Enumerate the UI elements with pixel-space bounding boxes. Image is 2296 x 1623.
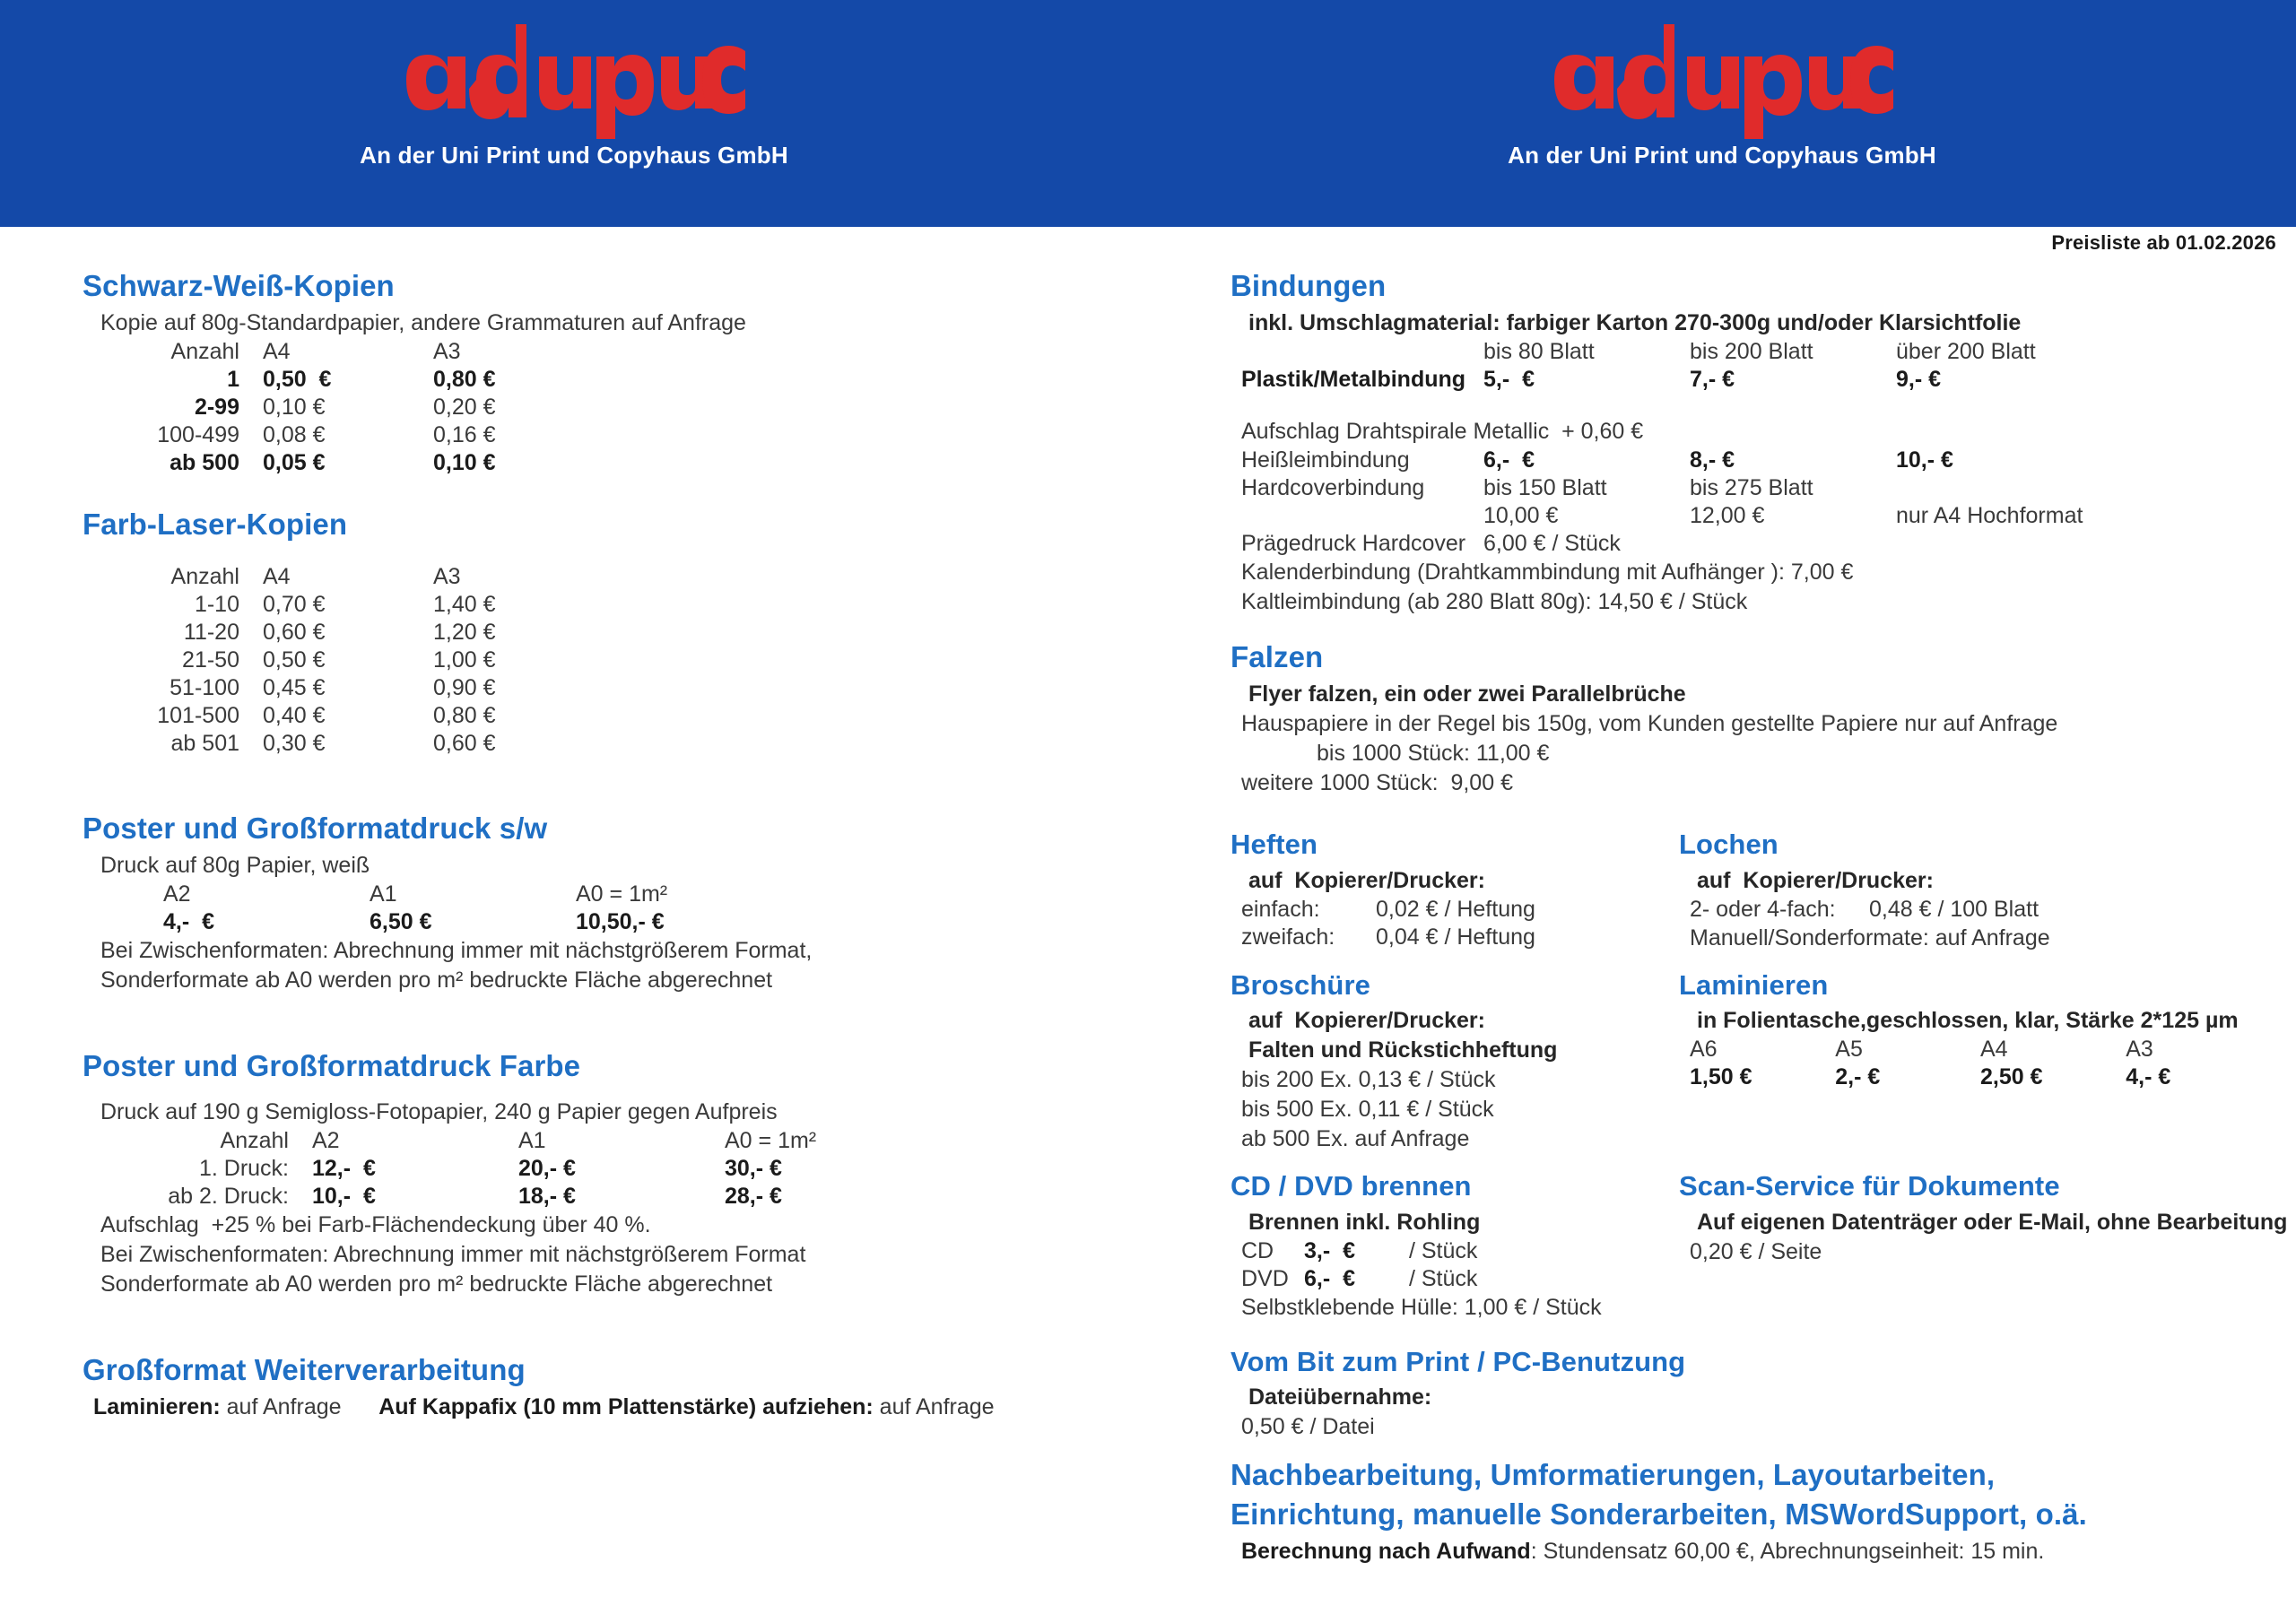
section-farb-laser-kopien [83, 508, 1186, 758]
price-list-date: Preisliste ab 01.02.2026 [2051, 231, 2276, 254]
cell-a2-price: 4,- € [163, 908, 214, 934]
bindungen-note: inkl. Umschlagmaterial: farbiger Karton 270-300g und/oder Klarsichtfolie [1248, 309, 2022, 335]
cell-a3: 0,10 € [433, 449, 496, 475]
pair-broschuere-laminieren [1231, 969, 2289, 1155]
section-title: Scan-Service für Dokumente [1679, 1170, 2060, 1202]
cell-anzahl: 51-100 [170, 674, 239, 700]
table-row [1241, 447, 2129, 474]
table-row [1241, 1265, 1477, 1293]
adupuc-logo-icon [399, 24, 749, 141]
falzen-sub: Flyer falzen, ein oder zwei Parallelbrüche [1248, 681, 1686, 707]
cell-a5-price: 2,- € [1835, 1064, 1881, 1090]
col-header-a6: A6 [1690, 1037, 1718, 1063]
section-poster-grossformatdruck-farbe [83, 1049, 1186, 1299]
col-header-a5: A5 [1835, 1037, 1863, 1063]
cell-hardcover-p2: 12,00 € [1690, 502, 1765, 528]
logo-left [399, 20, 749, 145]
cell-a4: 0,08 € [263, 421, 326, 447]
table-header-row [1241, 338, 2129, 366]
section-broschuere [1231, 969, 1679, 1155]
heften-table [1241, 896, 1535, 951]
kappafix-label: Auf Kappafix (10 mm Plattenstärke) aufziehen: [378, 1393, 874, 1419]
sw-price-table [83, 338, 639, 477]
table-header-row [100, 1127, 931, 1155]
col-header-a0: A0 = 1m² [725, 1127, 817, 1153]
cell-anzahl: 101-500 [157, 702, 239, 728]
bindungen-table [1241, 338, 2129, 394]
section-scan-service [1679, 1170, 2288, 1323]
nachbearbeitung-note [1231, 1537, 2289, 1567]
table-row [83, 394, 639, 421]
cell-zweifach-value: 0,04 € / Heftung [1376, 924, 1535, 950]
cell-anzahl: 11-20 [183, 619, 239, 645]
col-header-a4: A4 [263, 563, 291, 589]
cell-lochen-label: 2- oder 4-fach: [1690, 896, 1836, 922]
cell-dvd-price: 6,- € [1304, 1265, 1355, 1291]
section-title: Falzen [1231, 639, 1324, 673]
section-bindungen [1231, 269, 2289, 617]
cell-plastik-label: Plastik/Metalbindung [1241, 366, 1466, 392]
cell-a4: 0,45 € [263, 674, 326, 700]
cell-cd-label: CD [1241, 1237, 1274, 1263]
section-nachbearbeitung [1231, 1458, 2289, 1567]
table-row [83, 591, 639, 619]
cell-heissleim-p1: 6,- € [1483, 447, 1535, 473]
col-header-bis-80: bis 80 Blatt [1483, 338, 1595, 364]
cell-a4: 0,10 € [263, 394, 326, 420]
section-grossformat-weiterverarbeitung [83, 1353, 1186, 1422]
table-row [1241, 896, 1535, 924]
cell-a1-price: 6,50 € [370, 908, 432, 934]
cell-a3: 0,20 € [433, 394, 496, 420]
cell-a6-price: 1,50 € [1690, 1064, 1752, 1090]
cddvd-huelle: Selbstklebende Hülle: 1,00 € / Stück [1241, 1294, 1602, 1320]
cell-a2-price: 12,- € [312, 1155, 376, 1181]
adupuc-logo-icon [1547, 24, 1897, 141]
table-row [83, 619, 639, 647]
right-column [1231, 269, 2289, 1567]
cell-a4: 0,70 € [263, 591, 326, 617]
banner-half-left [0, 0, 1148, 227]
poster-color-footnote-1: Aufschlag +25 % bei Farb-Flächendeckung über 40 %. [100, 1211, 651, 1237]
cell-zweifach-label: zweifach: [1241, 924, 1335, 950]
table-row [100, 1155, 931, 1183]
cell-plastik-p1: 5,- € [1483, 366, 1535, 392]
section-laminieren [1679, 969, 2271, 1155]
lochen-table [1690, 896, 2039, 924]
col-header-a4: A4 [263, 338, 291, 364]
pair-cddvd-scan [1231, 1170, 2289, 1323]
cell-a1-price: 20,- € [518, 1155, 576, 1181]
section-title-line-1: Nachbearbeitung, Umformatierungen, Layoutarbeiten, [1231, 1458, 1996, 1492]
banner-half-right [1148, 0, 2296, 227]
col-header-bis-200: bis 200 Blatt [1690, 338, 1813, 364]
falzen-note: Hauspapiere in der Regel bis 150g, vom Kunden gestellte Papiere nur auf Anfrage [1241, 710, 2058, 736]
cell-plastik-p3: 9,- € [1896, 366, 1942, 392]
section-title: Heften [1231, 828, 1318, 860]
cell-a3: 0,16 € [433, 421, 496, 447]
cell-hardcover-label: Hardcoverbindung [1241, 474, 1425, 500]
table-row [1241, 502, 2129, 530]
banner-tagline-right: An der Uni Print und Copyhaus GmbH [1508, 142, 1936, 169]
cell-a0-price: 30,- € [725, 1155, 782, 1181]
cell-praegedruck-value: 6,00 € / Stück [1483, 530, 1621, 556]
col-header-a3: A3 [2126, 1037, 2153, 1063]
cell-hardcover-h3 [1896, 474, 2129, 502]
section-title: Lochen [1679, 828, 1779, 860]
scan-price: 0,20 € / Seite [1690, 1238, 1822, 1264]
cell-blank [1241, 502, 1483, 530]
cell-a4: 0,60 € [263, 619, 326, 645]
pair-heften-lochen [1231, 829, 2289, 953]
col-header-anzahl: Anzahl [220, 1127, 289, 1153]
section-cd-dvd-brennen [1231, 1170, 1679, 1323]
cell-a3-price: 4,- € [2126, 1064, 2171, 1090]
falzen-line-1: bis 1000 Stück: 11,00 € [1317, 740, 1550, 766]
cell-anzahl: 1-10 [194, 591, 239, 617]
table-row [1241, 530, 2129, 558]
section-title: Bindungen [1231, 269, 1387, 302]
cell-hardcover-p1: 10,00 € [1483, 502, 1559, 528]
poster-sw-price-table [163, 881, 782, 936]
cell-a4: 0,30 € [263, 730, 326, 756]
table-header-row [163, 881, 782, 908]
table-header-row [83, 563, 639, 591]
cell-a0-price: 28,- € [725, 1183, 782, 1209]
table-row [100, 1183, 931, 1211]
cell-a4-price: 2,50 € [1979, 1064, 2043, 1090]
table-row [1241, 1237, 1477, 1265]
lochen-sub: auf Kopierer/Drucker: [1697, 867, 1934, 893]
berechnung-rest: : Stundensatz 60,00 €, Abrechnungseinheit: 15 min. [1530, 1539, 2045, 1565]
cell-dvd-label: DVD [1241, 1265, 1289, 1291]
color-price-table [83, 563, 639, 758]
cell-a2-price: 10,- € [312, 1183, 376, 1209]
table-row [1241, 924, 1535, 951]
cell-a4: 0,05 € [263, 449, 326, 475]
section-title: Broschüre [1231, 968, 1370, 1001]
col-header-a4: A4 [1979, 1037, 2008, 1063]
section-heften [1231, 829, 1679, 953]
cell-hardcover-p3: nur A4 Hochformat [1896, 502, 2083, 528]
bit-price: 0,50 € / Datei [1241, 1414, 1375, 1440]
col-header-a0: A0 = 1m² [576, 881, 668, 907]
table-row [83, 702, 639, 730]
table-header-row [83, 338, 639, 366]
cell-cd-price: 3,- € [1304, 1237, 1355, 1263]
bindungen-kaltleim: Kaltleimbindung (ab 280 Blatt 80g): 14,50 € / Stück [1241, 588, 1748, 614]
berechnung-label: Berechnung nach Aufwand [1241, 1539, 1531, 1565]
laminieren-value: auf Anfrage [220, 1393, 342, 1419]
cell-anzahl: 2-99 [194, 394, 239, 420]
cell-anzahl: 21-50 [182, 647, 239, 673]
section-title: Schwarz-Weiß-Kopien [83, 269, 395, 302]
table-row [83, 449, 639, 477]
section-title: Farb-Laser-Kopien [83, 507, 348, 541]
section-title: Vom Bit zum Print / PC-Benutzung [1231, 1345, 1686, 1377]
table-row [83, 366, 639, 394]
section-poster-grossformatdruck-sw [83, 812, 1186, 995]
cell-heissleim-label: Heißleimbindung [1241, 447, 1410, 473]
table-row [83, 674, 639, 702]
cell-a3: 0,80 € [433, 366, 496, 392]
poster-sw-footnote-2: Sonderformate ab A0 werden pro m² bedruckte Fläche abgerechnet [100, 967, 773, 993]
cell-a3: 0,60 € [433, 730, 496, 756]
cell-anzahl: 100-499 [157, 421, 239, 447]
poster-color-footnote-3: Sonderformate ab A0 werden pro m² bedruckte Fläche abgerechnet [100, 1271, 773, 1297]
cell-anzahl: ab 501 [170, 730, 239, 756]
poster-color-price-table [100, 1127, 931, 1211]
cell-einfach-value: 0,02 € / Heftung [1376, 896, 1535, 922]
col-header-a1: A1 [518, 1127, 546, 1153]
col-header-ueber-200: über 200 Blatt [1896, 338, 2036, 364]
laminieren-table [1690, 1036, 2271, 1091]
cell-a4: 0,40 € [263, 702, 326, 728]
section-falzen [1231, 640, 2289, 798]
cell-a4: 0,50 € [263, 647, 326, 673]
falzen-line-2: weitere 1000 Stück: 9,00 € [1241, 769, 1513, 795]
section-vom-bit-zum-print [1231, 1346, 2289, 1443]
col-header-anzahl: Anzahl [170, 563, 239, 589]
poster-sw-footnote-1: Bei Zwischenformaten: Abrechnung immer mit nächstgrößerem Format, [100, 937, 813, 963]
scan-sub: Auf eigenen Datenträger oder E-Mail, ohne Bearbeitung [1697, 1209, 2288, 1235]
broschuere-line-2: bis 500 Ex. 0,11 € / Stück [1241, 1097, 1494, 1123]
banner-tagline-left: An der Uni Print und Copyhaus GmbH [360, 142, 788, 169]
poster-color-footnote-2: Bei Zwischenformaten: Abrechnung immer mit nächstgrößerem Format [100, 1241, 806, 1267]
cell-label: ab 2. Druck: [168, 1183, 289, 1209]
table-row [1690, 896, 2039, 924]
section-title: Poster und Großformatdruck Farbe [83, 1048, 581, 1082]
logo-right [1547, 20, 1897, 145]
cell-anzahl: ab 500 [170, 449, 239, 475]
table-row [83, 647, 639, 674]
weiterverarbeitung-row [83, 1393, 1186, 1422]
broschuere-line-1: bis 200 Ex. 0,13 € / Stück [1241, 1067, 1496, 1093]
cell-anzahl: 1 [227, 366, 239, 392]
cell-a0-price: 10,50,- € [576, 908, 665, 934]
broschuere-line-3: ab 500 Ex. auf Anfrage [1241, 1126, 1470, 1152]
table-row [1241, 474, 2129, 502]
col-header-blank [1241, 338, 1483, 366]
left-column [83, 269, 1186, 1422]
cell-a3: 1,40 € [433, 591, 496, 617]
section-title-line-2: Einrichtung, manuelle Sonderarbeiten, MSWordSupport, o.ä. [1231, 1497, 2087, 1532]
bindungen-aufschlag: Aufschlag Drahtspirale Metallic + 0,60 € [1241, 418, 1644, 444]
section-title: Laminieren [1679, 968, 1829, 1001]
table-row [163, 908, 782, 936]
bindungen-table-2 [1241, 447, 2129, 558]
bindungen-kalender: Kalenderbindung (Drahtkammbindung mit Aufhänger ): 7,00 € [1241, 559, 1854, 585]
section-schwarz-weiss-kopien [83, 269, 1186, 477]
table-header-row [1690, 1036, 2271, 1063]
cell-plastik-p2: 7,- € [1690, 366, 1735, 392]
table-row [1241, 366, 2129, 394]
cell-a3: 0,80 € [433, 702, 496, 728]
table-row [1690, 1063, 2271, 1091]
table-row [83, 730, 639, 758]
cell-hardcover-h1: bis 150 Blatt [1483, 474, 1607, 500]
cell-label: 1. Druck: [198, 1155, 289, 1181]
heften-sub: auf Kopierer/Drucker: [1248, 867, 1485, 893]
poster-sw-note: Druck auf 80g Papier, weiß [100, 852, 370, 878]
cell-a4: 0,50 € [263, 366, 332, 392]
broschuere-sub-2: Falten und Rückstichheftung [1248, 1037, 1558, 1063]
cell-a3: 0,90 € [433, 674, 496, 700]
cell-a3: 1,20 € [433, 619, 496, 645]
cell-dvd-unit: / Stück [1403, 1265, 1478, 1291]
col-header-a3: A3 [433, 563, 461, 589]
col-header-a1: A1 [370, 881, 397, 907]
broschuere-sub-1: auf Kopierer/Drucker: [1248, 1008, 1485, 1034]
poster-color-note: Druck auf 190 g Semigloss-Fotopapier, 240 g Papier gegen Aufpreis [100, 1098, 778, 1124]
laminieren-label: Laminieren: [93, 1393, 221, 1419]
cell-hardcover-h2: bis 275 Blatt [1690, 474, 1813, 500]
cell-einfach-label: einfach: [1241, 896, 1320, 922]
section-title: CD / DVD brennen [1231, 1170, 1472, 1202]
cell-heissleim-p2: 8,- € [1690, 447, 1735, 473]
section-title: Großformat Weiterverarbeitung [83, 1352, 526, 1386]
cell-a1-price: 18,- € [518, 1183, 576, 1209]
cddvd-table [1241, 1237, 1477, 1293]
cddvd-sub: Brennen inkl. Rohling [1248, 1209, 1481, 1235]
col-header-anzahl: Anzahl [170, 338, 239, 364]
cell-lochen-value: 0,48 € / 100 Blatt [1869, 896, 2039, 922]
section-lochen [1679, 829, 2271, 953]
cell-a3: 1,00 € [433, 647, 496, 673]
section-title: Poster und Großformatdruck s/w [83, 811, 548, 845]
cell-cd-unit: / Stück [1403, 1237, 1478, 1263]
laminieren-sub: in Folientasche,geschlossen, klar, Stärke 2*125 µm [1697, 1008, 2239, 1034]
table-row [83, 421, 639, 449]
bit-sub: Dateiübernahme: [1248, 1384, 1432, 1410]
col-header-a2: A2 [163, 881, 191, 907]
cell-praegedruck-label: Prägedruck Hardcover [1241, 530, 1466, 556]
header-banner [0, 0, 2296, 227]
sw-note: Kopie auf 80g-Standardpapier, andere Grammaturen auf Anfrage [100, 309, 746, 335]
kappafix-value: auf Anfrage [873, 1393, 995, 1419]
col-header-a3: A3 [433, 338, 461, 364]
col-header-a2: A2 [312, 1127, 340, 1153]
cell-heissleim-p3: 10,- € [1896, 447, 1953, 473]
lochen-row-2: Manuell/Sonderformate: auf Anfrage [1690, 924, 2050, 950]
